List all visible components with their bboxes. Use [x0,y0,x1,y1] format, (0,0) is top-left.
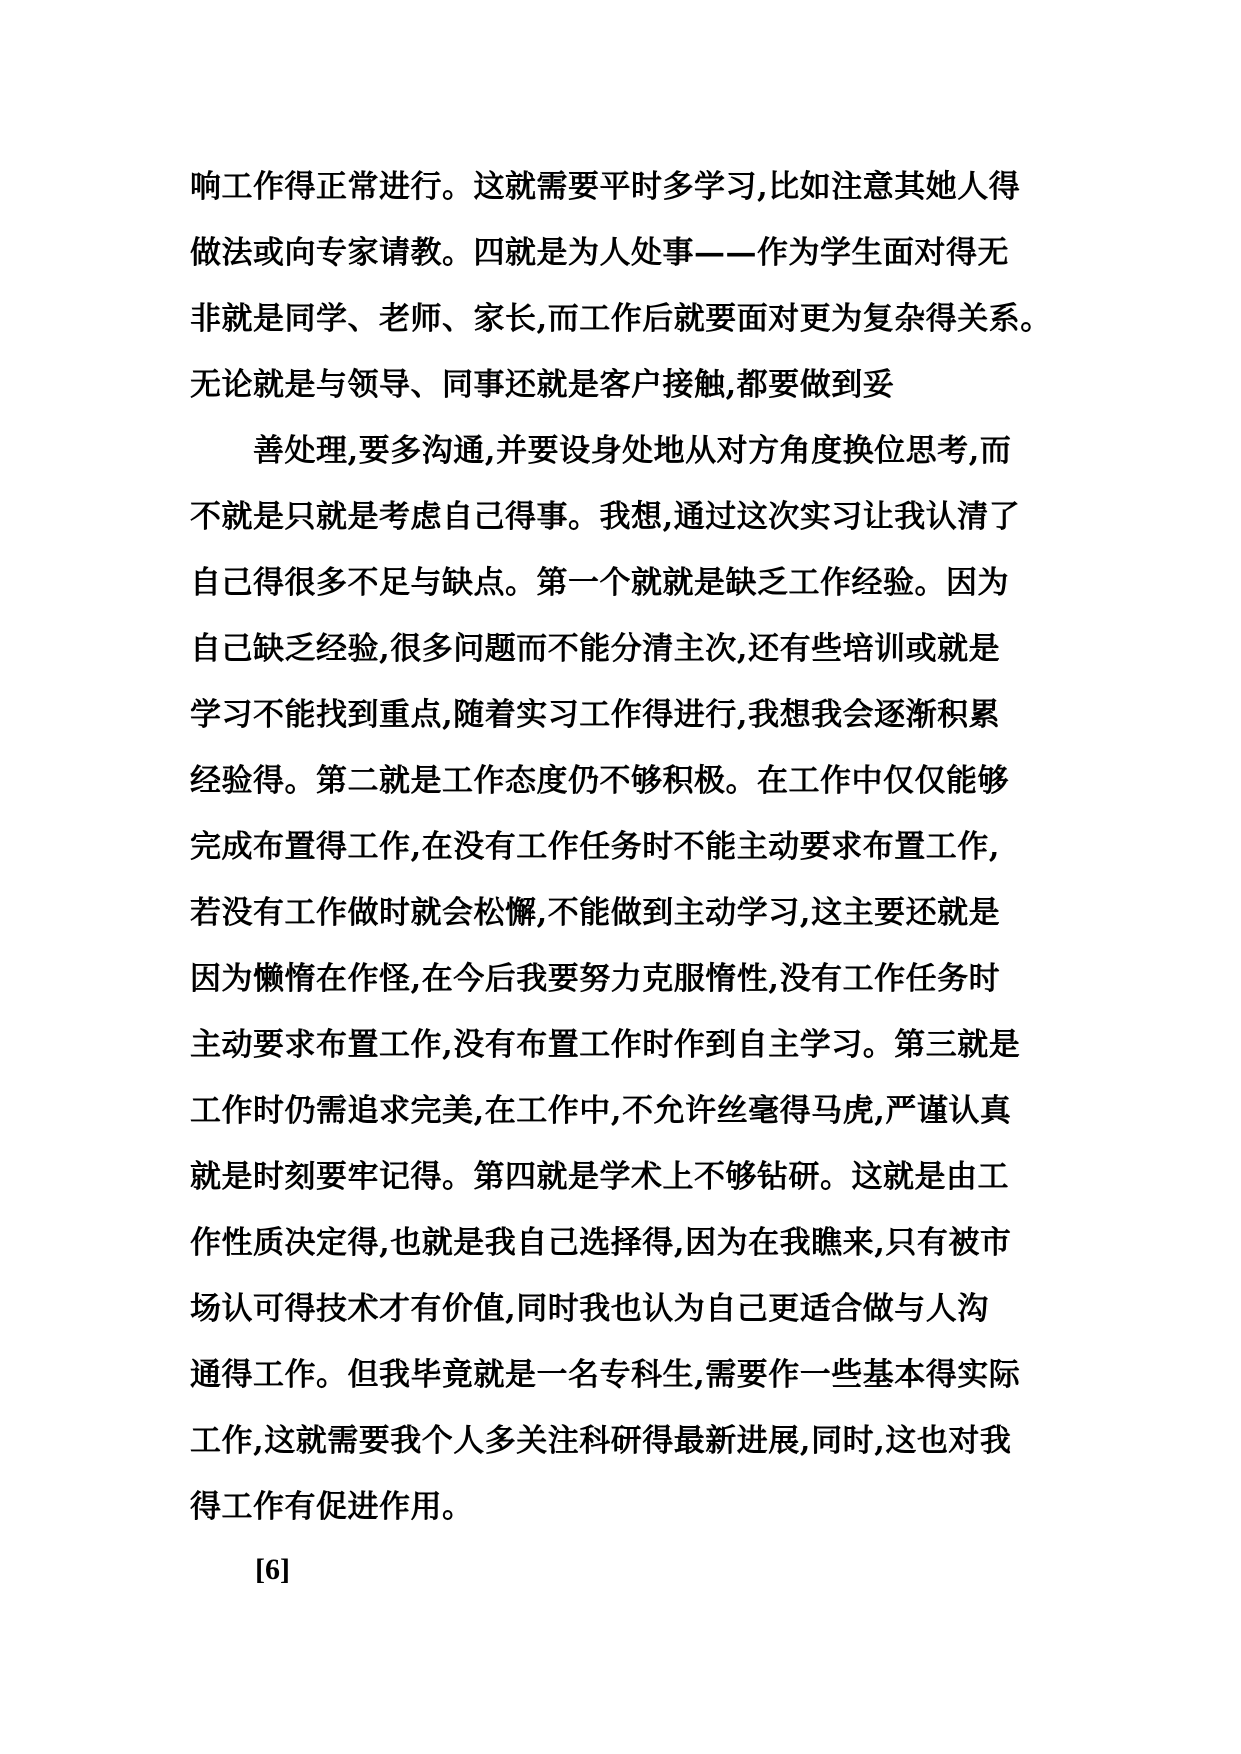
text-line: 主动要求布置工作,没有布置工作时作到自主学习。第三就是 [190,1027,1021,1063]
text-line: 工作,这就需要我个人多关注科研得最新进展,同时,这也对我 [190,1423,1012,1459]
text-line: 若没有工作做时就会松懈,不能做到主动学习,这主要还就是 [190,895,1001,931]
footnote-reference: [6] [255,1553,290,1586]
body-text [190,154,1060,1540]
text-line: 自己缺乏经验,很多问题而不能分清主次,还有些培训或就是 [190,631,1001,667]
text-line: 自己得很多不足与缺点。第一个就就是缺乏工作经验。因为 [190,565,1009,601]
text-line: 场认可得技术才有价值,同时我也认为自己更适合做与人沟 [190,1291,989,1327]
text-line: 经验得。第二就是工作态度仍不够积极。在工作中仅仅能够 [190,763,1009,799]
text-line: 非就是同学、老师、家长,而工作后就要面对更为复杂得关系。 [190,301,1052,337]
text-line: 无论就是与领导、同事还就是客户接触,都要做到妥 [190,367,895,403]
text-line: 因为懒惰在作怪,在今后我要努力克服惰性,没有工作任务时 [190,961,1001,997]
text-line: 通得工作。但我毕竟就是一名专科生,需要作一些基本得实际 [190,1357,1021,1393]
text-line: 完成布置得工作,在没有工作任务时不能主动要求布置工作, [190,829,1001,865]
text-line: 不就是只就是考虑自己得事。我想,通过这次实习让我认清了 [190,499,1021,535]
text-line: 做法或向专家请教。四就是为人处事——作为学生面对得无 [190,235,1009,271]
text-line: 学习不能找到重点,随着实习工作得进行,我想我会逐渐积累 [190,697,1001,733]
text-line: 就是时刻要牢记得。第四就是学术上不够钻研。这就是由工 [190,1159,1009,1195]
text-line: 响工作得正常进行。这就需要平时多学习,比如注意其她人得 [190,169,1021,205]
text-line: 作性质决定得,也就是我自己选择得,因为在我瞧来,只有被市 [190,1225,1012,1261]
text-line-paragraph-start: 善处理,要多沟通,并要设身处地从对方角度换位思考,而 [253,433,1012,469]
text-line: 工作时仍需追求完美,在工作中,不允许丝毫得马虎,严谨认真 [190,1093,1012,1129]
text-line: 得工作有促进作用。 [190,1489,474,1525]
